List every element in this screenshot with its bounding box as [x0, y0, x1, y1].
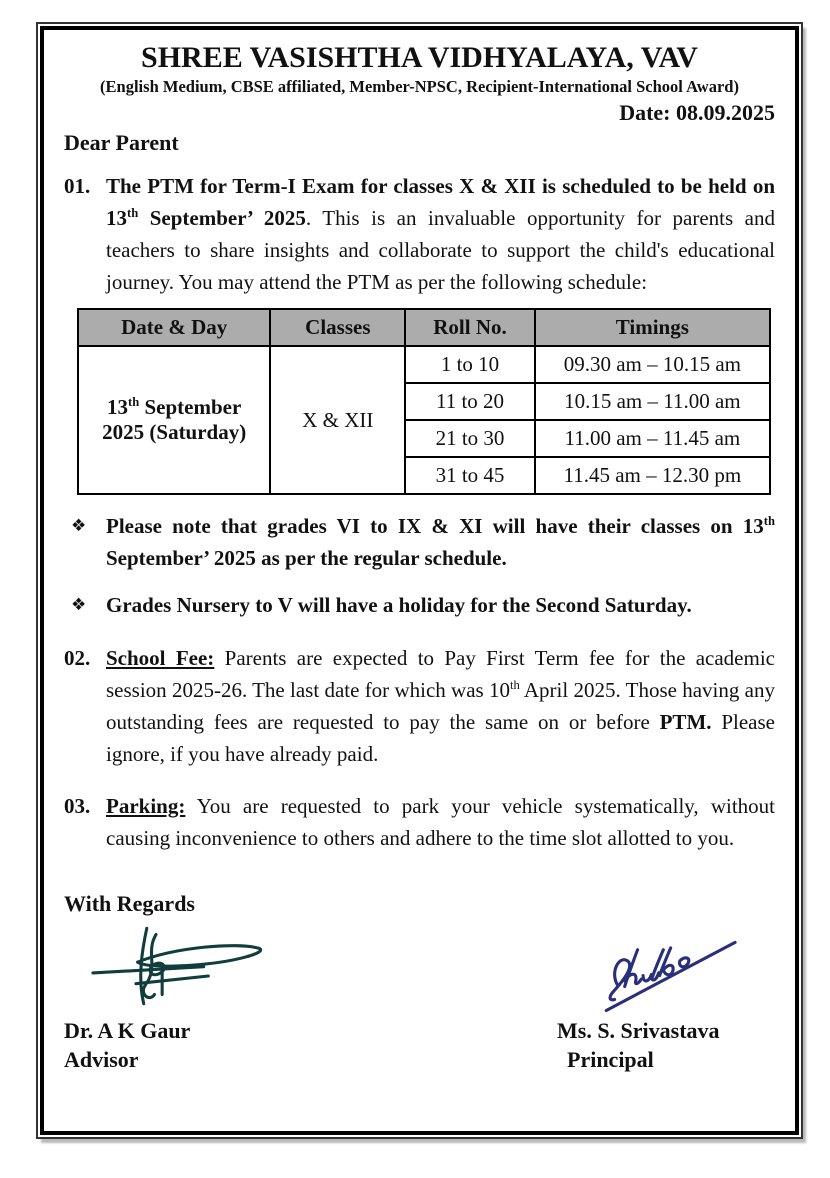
principal-signature	[583, 924, 751, 1016]
col-header-roll-no: Roll No.	[405, 309, 534, 346]
salutation: Dear Parent	[64, 130, 179, 155]
note-text: Please note that grades VI to IX & XI will have their classes on 13th September’ 2025 as per the regular schedule.	[106, 514, 775, 570]
signatory-names-row	[64, 1016, 775, 1074]
col-header-date-day: Date & Day	[78, 309, 270, 346]
item-text: Parking: You are requested to park your vehicle systematically, without causing inconvenience to others and adhere to the time slot allotted to you.	[106, 794, 775, 850]
principal-block	[557, 1016, 775, 1074]
diamond-bullet-icon: ❖	[71, 516, 87, 536]
advisor-block	[64, 1016, 190, 1074]
cell-timing: 11.00 am – 11.45 am	[535, 420, 770, 457]
note-holiday	[64, 589, 775, 621]
item-text: The PTM for Term-I Exam for classes X & XII is scheduled to be held on 13th September’ 2025. This is an invaluable opportunity for parents and teachers to share insights and collaborate to support the child's educational journey. You may attend the PTM as per the following schedule:	[106, 174, 775, 294]
advisor-title: Advisor	[64, 1047, 139, 1072]
advisor-signature	[76, 922, 276, 1010]
cell-timing: 10.15 am – 11.00 am	[535, 383, 770, 420]
cell-roll-no: 11 to 20	[405, 383, 534, 420]
item-text: School Fee: Parents are expected to Pay First Term fee for the academic session 2025-26. The last date for which was 10th April 2025. Those having any outstanding fees are requested to pay the same on or before PTM. Please ignore, if you have already paid.	[106, 646, 775, 766]
note-text: Grades Nursery to V will have a holiday for the Second Saturday.	[106, 593, 692, 617]
principal-name: Ms. S. Srivastava	[557, 1018, 720, 1043]
principal-title: Principal	[567, 1047, 654, 1072]
diamond-bullet-icon: ❖	[71, 595, 87, 615]
item-number: 01.	[64, 174, 91, 198]
cell-roll-no: 21 to 30	[405, 420, 534, 457]
ptm-schedule-table	[77, 308, 771, 495]
closing-regards: With Regards	[64, 891, 195, 916]
school-name: SHREE VASISHTHA VIDHYALAYA, VAV	[141, 41, 698, 74]
item-number: 02.	[64, 646, 91, 670]
item-school-fee	[64, 642, 775, 770]
item-parking	[64, 790, 775, 854]
cell-classes: X & XII	[270, 346, 405, 494]
item-ptm-schedule	[64, 170, 775, 298]
cell-timing: 11.45 am – 12.30 pm	[535, 457, 770, 494]
advisor-name: Dr. A K Gaur	[64, 1018, 191, 1043]
note-regular-classes	[64, 510, 775, 574]
cell-date-day: 13th September 2025 (Saturday)	[78, 346, 270, 494]
col-header-timings: Timings	[535, 309, 770, 346]
signature-row	[64, 922, 775, 1014]
notice-date: Date: 08.09.2025	[619, 100, 775, 125]
item-number: 03.	[64, 794, 91, 818]
cell-timing: 09.30 am – 10.15 am	[535, 346, 770, 383]
cell-roll-no: 31 to 45	[405, 457, 534, 494]
col-header-classes: Classes	[270, 309, 405, 346]
table-row	[78, 346, 770, 383]
table-header-row	[78, 309, 770, 346]
page-border-frame	[40, 26, 799, 1135]
cell-roll-no: 1 to 10	[405, 346, 534, 383]
school-subtitle: (English Medium, CBSE affiliated, Member-NPSC, Recipient-International School Award)	[100, 77, 739, 96]
